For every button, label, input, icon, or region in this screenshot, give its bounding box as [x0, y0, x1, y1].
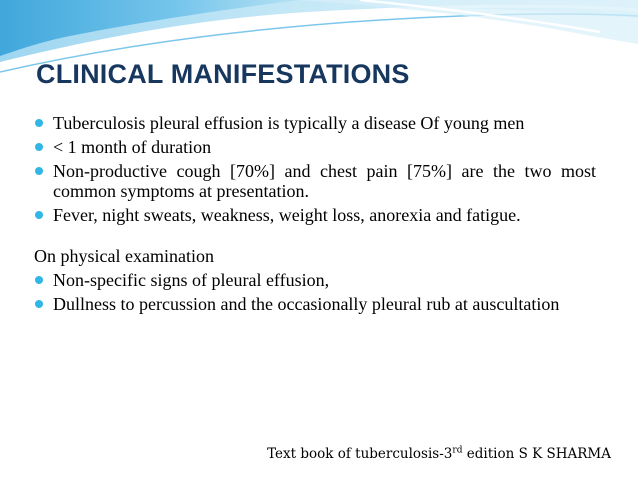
bullet-item: [34, 113, 596, 133]
citation: [267, 446, 611, 462]
bullet-text: < 1 month of duration: [53, 137, 212, 157]
bullet-text: Non-specific signs of pleural effusion,: [53, 270, 330, 290]
bullet-dot-icon: [35, 167, 43, 175]
bullet-dot-icon: [35, 276, 43, 284]
bullet-text: Tuberculosis pleural effusion is typically a disease Of young men: [53, 113, 525, 133]
bullet-dot-icon: [35, 119, 43, 127]
bullet-dot-icon: [35, 143, 43, 151]
citation-prefix: Text book of tuberculosis-3: [267, 446, 453, 462]
bullet-dot-icon: [35, 211, 43, 219]
citation-superscript: rd: [452, 445, 463, 456]
citation-suffix: edition S K SHARMA: [462, 446, 611, 462]
bullet-item: [34, 294, 596, 314]
bullet-item: [34, 137, 596, 157]
bullet-item: [34, 161, 596, 201]
slide-title: CLINICAL MANIFESTATIONS: [36, 59, 410, 89]
bullet-item: [34, 270, 596, 290]
bullet-text: Non-productive cough [70%] and chest pain [75%] are the two most common symptoms at presentation.: [53, 161, 596, 201]
section-label: On physical examination: [34, 246, 214, 266]
bullet-dot-icon: [35, 300, 43, 308]
slide-content: [34, 113, 596, 318]
bullet-text: Fever, night sweats, weakness, weight loss, anorexia and fatigue.: [53, 205, 521, 225]
bullet-item: [34, 205, 596, 225]
bullet-text: Dullness to percussion and the occasionally pleural rub at auscultation: [53, 294, 560, 314]
